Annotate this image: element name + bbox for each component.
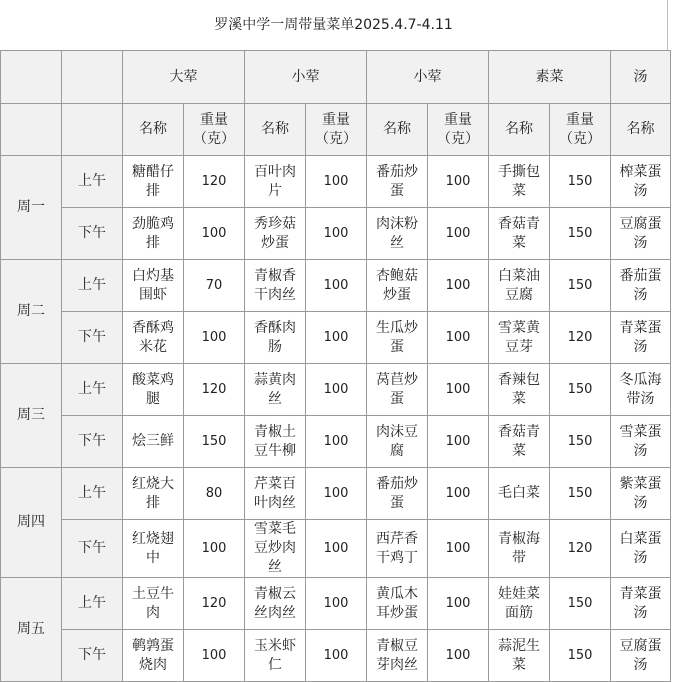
dish-name: 莴苣炒蛋 [367, 364, 428, 416]
dish-name: 青椒海带 [489, 520, 550, 578]
name-header: 名称 [245, 104, 306, 156]
soup-name: 豆腐蛋汤 [611, 208, 671, 260]
dish-name: 香菇青菜 [489, 208, 550, 260]
category-header: 小荤 [367, 51, 489, 104]
dish-name: 烩三鲜 [123, 416, 184, 468]
dish-weight: 100 [184, 520, 245, 578]
day-label: 周五 [1, 578, 62, 682]
dish-weight: 100 [428, 520, 489, 578]
dish-weight: 100 [184, 208, 245, 260]
dish-weight: 100 [306, 364, 367, 416]
table-row [1, 468, 671, 520]
corner-cell [1, 104, 62, 156]
session-label: 上午 [62, 260, 123, 312]
dish-weight: 150 [550, 260, 611, 312]
dish-name: 蒜黄肉丝 [245, 364, 306, 416]
dish-weight: 150 [550, 364, 611, 416]
dish-weight: 100 [184, 630, 245, 682]
dish-weight: 70 [184, 260, 245, 312]
dish-weight: 150 [550, 630, 611, 682]
table-row [1, 416, 671, 468]
soup-name: 雪菜蛋汤 [611, 416, 671, 468]
dish-name: 土豆牛肉 [123, 578, 184, 630]
dish-weight: 100 [428, 312, 489, 364]
soup-name: 紫菜蛋汤 [611, 468, 671, 520]
table-row [1, 156, 671, 208]
dish-weight: 150 [550, 416, 611, 468]
category-header: 小荤 [245, 51, 367, 104]
dish-weight: 100 [428, 364, 489, 416]
dish-weight: 150 [550, 208, 611, 260]
dish-weight: 100 [306, 630, 367, 682]
session-label: 上午 [62, 578, 123, 630]
dish-name: 香酥鸡米花 [123, 312, 184, 364]
table-row [1, 520, 671, 578]
category-header-row [1, 51, 671, 104]
dish-weight: 100 [306, 156, 367, 208]
dish-name: 香辣包菜 [489, 364, 550, 416]
weight-header: 重量（克） [550, 104, 611, 156]
dish-name: 黄瓜木耳炒蛋 [367, 578, 428, 630]
dish-weight: 150 [550, 468, 611, 520]
category-header: 汤 [611, 51, 671, 104]
table-row [1, 364, 671, 416]
dish-weight: 100 [428, 260, 489, 312]
dish-name: 鹌鹑蛋烧肉 [123, 630, 184, 682]
dish-name: 青椒豆芽肉丝 [367, 630, 428, 682]
dish-weight: 100 [428, 156, 489, 208]
dish-weight: 150 [550, 578, 611, 630]
dish-weight: 100 [306, 260, 367, 312]
day-label: 周一 [1, 156, 62, 260]
day-label: 周三 [1, 364, 62, 468]
name-header: 名称 [367, 104, 428, 156]
session-label: 下午 [62, 630, 123, 682]
name-header: 名称 [123, 104, 184, 156]
dish-name: 白菜油豆腐 [489, 260, 550, 312]
dish-weight: 100 [428, 630, 489, 682]
weight-header: 重量（克） [184, 104, 245, 156]
dish-weight: 150 [550, 156, 611, 208]
dish-name: 毛白菜 [489, 468, 550, 520]
day-label: 周二 [1, 260, 62, 364]
dish-weight: 100 [306, 312, 367, 364]
dish-name: 劲脆鸡排 [123, 208, 184, 260]
dish-name: 百叶肉片 [245, 156, 306, 208]
corner-cell [62, 51, 123, 104]
dish-name: 雪菜毛豆炒肉丝 [245, 520, 306, 578]
dish-name: 娃娃菜面筋 [489, 578, 550, 630]
soup-name: 白菜蛋汤 [611, 520, 671, 578]
dish-weight: 100 [428, 468, 489, 520]
menu-table [0, 50, 671, 682]
session-label: 下午 [62, 520, 123, 578]
dish-weight: 100 [306, 208, 367, 260]
dish-weight: 100 [306, 520, 367, 578]
soup-name: 榨菜蛋汤 [611, 156, 671, 208]
table-row [1, 578, 671, 630]
category-header: 大荤 [123, 51, 245, 104]
dish-name: 玉米虾仁 [245, 630, 306, 682]
dish-name: 糖醋仔排 [123, 156, 184, 208]
session-label: 上午 [62, 468, 123, 520]
dish-name: 秀珍菇炒蛋 [245, 208, 306, 260]
session-label: 上午 [62, 156, 123, 208]
dish-weight: 120 [184, 364, 245, 416]
dish-weight: 100 [306, 468, 367, 520]
dish-weight: 120 [184, 156, 245, 208]
dish-name: 红烧翅中 [123, 520, 184, 578]
dish-name: 手撕包菜 [489, 156, 550, 208]
soup-name: 冬瓜海带汤 [611, 364, 671, 416]
dish-weight: 100 [428, 416, 489, 468]
dish-weight: 100 [428, 208, 489, 260]
name-header: 名称 [611, 104, 671, 156]
dish-name: 生瓜炒蛋 [367, 312, 428, 364]
dish-name: 杏鲍菇炒蛋 [367, 260, 428, 312]
dish-weight: 100 [306, 416, 367, 468]
session-label: 上午 [62, 364, 123, 416]
category-header: 素菜 [489, 51, 611, 104]
dish-name: 番茄炒蛋 [367, 156, 428, 208]
dish-name: 肉沫豆腐 [367, 416, 428, 468]
dish-name: 西芹香干鸡丁 [367, 520, 428, 578]
dish-name: 青椒香干肉丝 [245, 260, 306, 312]
table-row [1, 630, 671, 682]
dish-weight: 120 [550, 312, 611, 364]
dish-name: 白灼基围虾 [123, 260, 184, 312]
column-header-row [1, 104, 671, 156]
weight-header: 重量（克） [428, 104, 489, 156]
soup-name: 豆腐蛋汤 [611, 630, 671, 682]
dish-name: 番茄炒蛋 [367, 468, 428, 520]
table-row [1, 260, 671, 312]
dish-weight: 150 [184, 416, 245, 468]
day-label: 周四 [1, 468, 62, 578]
weight-header: 重量（克） [306, 104, 367, 156]
soup-name: 青菜蛋汤 [611, 578, 671, 630]
dish-name: 香酥肉肠 [245, 312, 306, 364]
session-label: 下午 [62, 416, 123, 468]
dish-weight: 100 [428, 578, 489, 630]
dish-name: 青椒土豆牛柳 [245, 416, 306, 468]
dish-weight: 100 [306, 578, 367, 630]
session-label: 下午 [62, 208, 123, 260]
dish-name: 红烧大排 [123, 468, 184, 520]
dish-name: 青椒云丝肉丝 [245, 578, 306, 630]
session-label: 下午 [62, 312, 123, 364]
table-row [1, 312, 671, 364]
dish-name: 酸菜鸡腿 [123, 364, 184, 416]
page-title: 罗溪中学一周带量菜单2025.4.7-4.11 [0, 0, 668, 50]
dish-weight: 80 [184, 468, 245, 520]
dish-weight: 120 [184, 578, 245, 630]
dish-weight: 120 [550, 520, 611, 578]
dish-name: 芹菜百叶肉丝 [245, 468, 306, 520]
corner-cell [62, 104, 123, 156]
dish-name: 雪菜黄豆芽 [489, 312, 550, 364]
dish-name: 香菇青菜 [489, 416, 550, 468]
table-row [1, 208, 671, 260]
dish-name: 肉沫粉丝 [367, 208, 428, 260]
dish-weight: 100 [184, 312, 245, 364]
name-header: 名称 [489, 104, 550, 156]
corner-cell [1, 51, 62, 104]
soup-name: 番茄蛋汤 [611, 260, 671, 312]
soup-name: 青菜蛋汤 [611, 312, 671, 364]
dish-name: 蒜泥生菜 [489, 630, 550, 682]
